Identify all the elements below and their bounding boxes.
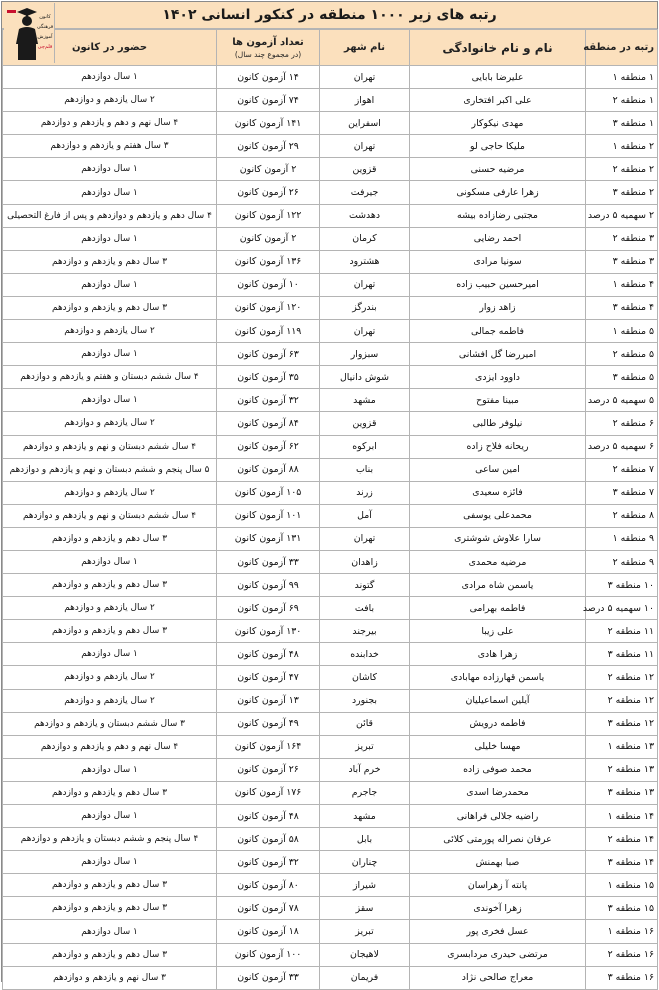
cell-rank: ۱۴ منطقه ۱ — [586, 805, 658, 828]
cell-attendance: ۱ سال دوازدهم — [3, 343, 217, 366]
cell-city: گتوند — [320, 574, 410, 597]
logo-text-2: فرهنگی — [36, 24, 54, 30]
cell-name: مهدی نیکوکار — [410, 112, 586, 135]
cell-name: مجتبی رضازاده بیشه — [410, 204, 586, 227]
cell-name: فائزه سعیدی — [410, 481, 586, 504]
cell-name: مرتضی حیدری مردابسری — [410, 943, 586, 966]
cell-rank: ۱۵ منطقه ۳ — [586, 897, 658, 920]
cell-rank: ۱۱ منطقه ۳ — [586, 643, 658, 666]
cell-city: اهواز — [320, 89, 410, 112]
cell-rank: ۷ منطقه ۳ — [586, 481, 658, 504]
cell-attendance: ۲ سال یازدهم و دوازدهم — [3, 412, 217, 435]
table-row — [3, 897, 658, 920]
cell-attendance: ۱ سال دوازدهم — [3, 851, 217, 874]
cell-city: تبریز — [320, 920, 410, 943]
table-row — [3, 181, 658, 204]
header-exams-sub: (در مجموع چند سال) — [234, 49, 302, 59]
cell-attendance: ۳ سال دهم و یازدهم و دوازدهم — [3, 943, 217, 966]
cell-city: تهران — [320, 135, 410, 158]
cell-city: زاهدان — [320, 550, 410, 573]
table-row — [3, 135, 658, 158]
header-name: نام و نام خانوادگی — [410, 30, 586, 66]
table-row — [3, 412, 658, 435]
cell-attendance: ۴ سال پنجم و ششم دبستان و یازدهم و دوازدهم — [3, 828, 217, 851]
cell-name: ملیکا حاجی لو — [410, 135, 586, 158]
cell-attendance: ۳ سال هفتم و یازدهم و دوازدهم — [3, 135, 217, 158]
results-document — [1, 1, 658, 982]
cell-name: زهرا عارفی مسکونی — [410, 181, 586, 204]
table-row — [3, 874, 658, 897]
cell-city: جاجرم — [320, 781, 410, 804]
cell-name: راضیه جلالی فراهانی — [410, 805, 586, 828]
cell-name: ریحانه فلاح زاده — [410, 435, 586, 458]
cell-exams: ۱۷۶ آزمون کانون — [217, 781, 320, 804]
cell-exams: ۱۴ آزمون کانون — [217, 66, 320, 89]
table-row — [3, 227, 658, 250]
table-row — [3, 943, 658, 966]
cell-attendance: ۱ سال دوازدهم — [3, 181, 217, 204]
cell-city: لاهیجان — [320, 943, 410, 966]
table-row — [3, 689, 658, 712]
cell-name: امین ساعی — [410, 458, 586, 481]
cell-attendance: ۱ سال دوازدهم — [3, 805, 217, 828]
table-row — [3, 435, 658, 458]
cell-city: تهران — [320, 273, 410, 296]
table-body — [3, 66, 658, 990]
cell-attendance: ۲ سال یازدهم و دوازدهم — [3, 481, 217, 504]
table-header-row — [3, 30, 658, 66]
cell-city: سبزوار — [320, 343, 410, 366]
cell-exams: ۸۰ آزمون کانون — [217, 874, 320, 897]
cell-rank: ۶ منطقه ۲ — [586, 412, 658, 435]
cell-exams: ۴۷ آزمون کانون — [217, 666, 320, 689]
table-row — [3, 389, 658, 412]
cell-attendance: ۱ سال دوازدهم — [3, 66, 217, 89]
table-row — [3, 320, 658, 343]
cell-city: زرند — [320, 481, 410, 504]
cell-name: سونیا مرادی — [410, 250, 586, 273]
cell-rank: ۱۲ منطقه ۳ — [586, 712, 658, 735]
cell-name: امیرحسین حبیب زاده — [410, 273, 586, 296]
table-row — [3, 620, 658, 643]
table-row — [3, 366, 658, 389]
table-row — [3, 204, 658, 227]
table-row — [3, 112, 658, 135]
cell-name: صبا بهمنش — [410, 851, 586, 874]
cell-exams: ۱۰۵ آزمون کانون — [217, 481, 320, 504]
table-row — [3, 920, 658, 943]
table-row — [3, 805, 658, 828]
cell-city: خرم آباد — [320, 758, 410, 781]
cell-name: عسل فخری پور — [410, 920, 586, 943]
cell-exams: ۱۳۶ آزمون کانون — [217, 250, 320, 273]
cell-name: آیلین اسماعیلیان — [410, 689, 586, 712]
cell-attendance: ۱ سال دوازدهم — [3, 758, 217, 781]
cell-attendance: ۳ سال دهم و یازدهم و دوازدهم — [3, 527, 217, 550]
cell-city: کاشان — [320, 666, 410, 689]
cell-exams: ۵۸ آزمون کانون — [217, 828, 320, 851]
cell-attendance: ۲ سال یازدهم و دوازدهم — [3, 89, 217, 112]
cell-attendance: ۱ سال دوازدهم — [3, 920, 217, 943]
cell-exams: ۹۹ آزمون کانون — [217, 574, 320, 597]
cell-rank: ۶ سهمیه ۵ درصد — [586, 435, 658, 458]
cell-name: مبینا مفتوح — [410, 389, 586, 412]
table-row — [3, 250, 658, 273]
cell-city: تهران — [320, 66, 410, 89]
cell-rank: ۱۲ منطقه ۲ — [586, 666, 658, 689]
table-row — [3, 735, 658, 758]
cell-attendance: ۴ سال ششم دبستان و نهم و یازدهم و دوازدهم — [3, 435, 217, 458]
cell-name: داوود ایزدی — [410, 366, 586, 389]
cell-attendance: ۱ سال دوازدهم — [3, 227, 217, 250]
cell-attendance: ۳ سال دهم و یازدهم و دوازدهم — [3, 897, 217, 920]
cell-name: علی زیبا — [410, 620, 586, 643]
cell-attendance: ۴ سال ششم دبستان و هفتم و یازدهم و دوازدهم — [3, 366, 217, 389]
cell-rank: ۱۱ منطقه ۲ — [586, 620, 658, 643]
cell-attendance: ۳ سال دهم و یازدهم و دوازدهم — [3, 781, 217, 804]
table-row — [3, 828, 658, 851]
cell-city: جیرفت — [320, 181, 410, 204]
cell-name: سارا علاوش شوشتری — [410, 527, 586, 550]
cell-rank: ۱۳ منطقه ۳ — [586, 781, 658, 804]
cell-exams: ۱۳ آزمون کانون — [217, 689, 320, 712]
cell-rank: ۵ منطقه ۲ — [586, 343, 658, 366]
cell-name: معراج صالحی نژاد — [410, 966, 586, 989]
cell-exams: ۳۲ آزمون کانون — [217, 389, 320, 412]
cell-attendance: ۲ سال یازدهم و دوازدهم — [3, 320, 217, 343]
cell-rank: ۱ منطقه ۳ — [586, 112, 658, 135]
cell-city: بندرگز — [320, 296, 410, 319]
cell-name: پانته آ زهراسان — [410, 874, 586, 897]
cell-rank: ۱۳ منطقه ۱ — [586, 735, 658, 758]
cell-rank: ۱۲ منطقه ۲ — [586, 689, 658, 712]
header-attendance: حضور در کانون — [3, 30, 217, 66]
table-row — [3, 781, 658, 804]
table-row — [3, 89, 658, 112]
cell-attendance: ۱ سال دوازدهم — [3, 389, 217, 412]
cell-exams: ۳۵ آزمون کانون — [217, 366, 320, 389]
cell-name: نیلوفر طالبی — [410, 412, 586, 435]
cell-exams: ۲ آزمون کانون — [217, 227, 320, 250]
cell-exams: ۸۴ آزمون کانون — [217, 412, 320, 435]
table-row — [3, 158, 658, 181]
cell-city: شیراز — [320, 874, 410, 897]
cell-rank: ۴ منطقه ۱ — [586, 273, 658, 296]
cell-exams: ۱۰۱ آزمون کانون — [217, 504, 320, 527]
cell-rank: ۵ منطقه ۱ — [586, 320, 658, 343]
cell-attendance: ۲ سال یازدهم و دوازدهم — [3, 689, 217, 712]
cell-name: مرضیه حسنی — [410, 158, 586, 181]
table-row — [3, 597, 658, 620]
table-row — [3, 666, 658, 689]
cell-exams: ۷۴ آزمون کانون — [217, 89, 320, 112]
results-table — [2, 29, 658, 990]
cell-attendance: ۴ سال ششم دبستان و نهم و یازدهم و دوازدهم — [3, 504, 217, 527]
cell-exams: ۱۲۰ آزمون کانون — [217, 296, 320, 319]
cell-city: قزوین — [320, 412, 410, 435]
cell-rank: ۱۶ منطقه ۱ — [586, 920, 658, 943]
cell-name: محمدرضا اسدی — [410, 781, 586, 804]
cell-exams: ۸۸ آزمون کانون — [217, 458, 320, 481]
cell-city: خدابنده — [320, 643, 410, 666]
cell-name: علی اکبر افتخاری — [410, 89, 586, 112]
cell-exams: ۱۱۹ آزمون کانون — [217, 320, 320, 343]
cell-city: کرمان — [320, 227, 410, 250]
cell-city: قائن — [320, 712, 410, 735]
cell-exams: ۶۲ آزمون کانون — [217, 435, 320, 458]
cell-name: زهرا آخوندی — [410, 897, 586, 920]
cell-rank: ۱۰ منطقه ۳ — [586, 574, 658, 597]
table-row — [3, 527, 658, 550]
cell-attendance: ۴ سال نهم و دهم و یازدهم و دوازدهم — [3, 735, 217, 758]
cell-city: دهدشت — [320, 204, 410, 227]
cell-name: محمد صوفی زاده — [410, 758, 586, 781]
cell-name: یاسمن قهارزاده مهابادی — [410, 666, 586, 689]
cell-attendance: ۳ سال دهم و یازدهم و دوازدهم — [3, 620, 217, 643]
cell-city: مشهد — [320, 805, 410, 828]
cell-city: اسفراین — [320, 112, 410, 135]
cell-name: مرضیه محمدی — [410, 550, 586, 573]
cell-exams: ۱۶۴ آزمون کانون — [217, 735, 320, 758]
cell-rank: ۴ منطقه ۳ — [586, 296, 658, 319]
cell-city: فریمان — [320, 966, 410, 989]
cell-exams: ۴۸ آزمون کانون — [217, 643, 320, 666]
cell-city: تبریز — [320, 735, 410, 758]
table-row — [3, 273, 658, 296]
logo-text-4: قلم‌چی — [37, 44, 53, 50]
cell-exams: ۱۳۱ آزمون کانون — [217, 527, 320, 550]
cell-exams: ۶۹ آزمون کانون — [217, 597, 320, 620]
cell-attendance: ۲ سال یازدهم و دوازدهم — [3, 597, 217, 620]
cell-exams: ۱۳۰ آزمون کانون — [217, 620, 320, 643]
table-row — [3, 643, 658, 666]
table-row — [3, 66, 658, 89]
cell-city: بافت — [320, 597, 410, 620]
cell-exams: ۲۶ آزمون کانون — [217, 758, 320, 781]
cell-name: محمدعلی یوسفی — [410, 504, 586, 527]
cell-exams: ۲۶ آزمون کانون — [217, 181, 320, 204]
cell-exams: ۱۸ آزمون کانون — [217, 920, 320, 943]
cell-city: چناران — [320, 851, 410, 874]
cell-exams: ۱۲۲ آزمون کانون — [217, 204, 320, 227]
cell-name: فاطمه بهرامی — [410, 597, 586, 620]
table-row — [3, 481, 658, 504]
table-row — [3, 458, 658, 481]
cell-rank: ۱۰ سهمیه ۵ درصد — [586, 597, 658, 620]
cell-name: عرفان نصراله پورمتی کلائی — [410, 828, 586, 851]
cell-attendance: ۱ سال دوازدهم — [3, 550, 217, 573]
cell-exams: ۶۳ آزمون کانون — [217, 343, 320, 366]
table-row — [3, 758, 658, 781]
table-row — [3, 966, 658, 989]
cell-rank: ۵ سهمیه ۵ درصد — [586, 389, 658, 412]
cell-name: زاهد زوار — [410, 296, 586, 319]
cell-rank: ۸ منطقه ۲ — [586, 504, 658, 527]
cell-exams: ۳۲ آزمون کانون — [217, 851, 320, 874]
cell-attendance: ۴ سال نهم و دهم و یازدهم و دوازدهم — [3, 112, 217, 135]
cell-rank: ۱۴ منطقه ۲ — [586, 828, 658, 851]
cell-attendance: ۳ سال دهم و یازدهم و دوازدهم — [3, 874, 217, 897]
cell-city: مشهد — [320, 389, 410, 412]
table-row — [3, 296, 658, 319]
cell-rank: ۲ منطقه ۳ — [586, 181, 658, 204]
header-exams-label: تعداد آزمون ها — [232, 36, 304, 48]
cell-name: فاطمه درویش — [410, 712, 586, 735]
cell-exams: ۲۹ آزمون کانون — [217, 135, 320, 158]
cell-rank: ۱ منطقه ۲ — [586, 89, 658, 112]
cell-attendance: ۱ سال دوازدهم — [3, 158, 217, 181]
cell-rank: ۵ منطقه ۳ — [586, 366, 658, 389]
cell-name: یاسمن شاه مرادی — [410, 574, 586, 597]
table-row — [3, 504, 658, 527]
cell-exams: ۱۰ آزمون کانون — [217, 273, 320, 296]
cell-rank: ۱۶ منطقه ۳ — [586, 966, 658, 989]
cell-attendance: ۱ سال دوازدهم — [3, 643, 217, 666]
cell-city: هشترود — [320, 250, 410, 273]
cell-name: احمد رضایی — [410, 227, 586, 250]
cell-name: فاطمه جمالی — [410, 320, 586, 343]
cell-attendance: ۴ سال دهم و یازدهم و دوازدهم و پس از فارغ التحصیلی — [3, 204, 217, 227]
cell-city: آمل — [320, 504, 410, 527]
cell-attendance: ۳ سال نهم و یازدهم و دوازدهم — [3, 966, 217, 989]
cell-rank: ۹ منطقه ۲ — [586, 550, 658, 573]
cell-rank: ۳ منطقه ۳ — [586, 250, 658, 273]
cell-exams: ۳۳ آزمون کانون — [217, 550, 320, 573]
cell-city: ابرکوه — [320, 435, 410, 458]
cell-exams: ۴۸ آزمون کانون — [217, 805, 320, 828]
table-row — [3, 343, 658, 366]
cell-rank: ۱۴ منطقه ۳ — [586, 851, 658, 874]
cell-city: شوش دانیال — [320, 366, 410, 389]
table-row — [3, 574, 658, 597]
cell-name: مهسا خلیلی — [410, 735, 586, 758]
cell-attendance: ۲ سال یازدهم و دوازدهم — [3, 666, 217, 689]
logo-text-3: آموزش — [37, 34, 53, 40]
logo-text-1: کانون — [39, 14, 51, 20]
cell-exams: ۱۴۱ آزمون کانون — [217, 112, 320, 135]
cell-rank: ۲ منطقه ۲ — [586, 158, 658, 181]
cell-city: تهران — [320, 527, 410, 550]
cell-rank: ۱۵ منطقه ۱ — [586, 874, 658, 897]
cell-exams: ۷۸ آزمون کانون — [217, 897, 320, 920]
cell-rank: ۱۳ منطقه ۲ — [586, 758, 658, 781]
cell-exams: ۲ آزمون کانون — [217, 158, 320, 181]
cell-city: بجنورد — [320, 689, 410, 712]
table-row — [3, 851, 658, 874]
cell-city: بیرجند — [320, 620, 410, 643]
header-rank: رتبه در منطقه — [586, 30, 658, 66]
cell-city: تهران — [320, 320, 410, 343]
cell-rank: ۹ منطقه ۱ — [586, 527, 658, 550]
cell-rank: ۳ منطقه ۲ — [586, 227, 658, 250]
cell-name: زهرا هادی — [410, 643, 586, 666]
cell-city: بابل — [320, 828, 410, 851]
cell-name: علیرضا بابایی — [410, 66, 586, 89]
cell-name: امیررضا گل افشانی — [410, 343, 586, 366]
graduate-logo-icon — [5, 4, 53, 62]
cell-exams: ۳۳ آزمون کانون — [217, 966, 320, 989]
header-exams — [217, 30, 320, 66]
table-row — [3, 712, 658, 735]
cell-attendance: ۳ سال ششم دبستان و یازدهم و دوازدهم — [3, 712, 217, 735]
cell-rank: ۷ منطقه ۲ — [586, 458, 658, 481]
cell-attendance: ۳ سال دهم و یازدهم و دوازدهم — [3, 296, 217, 319]
table-row — [3, 550, 658, 573]
cell-city: قزوین — [320, 158, 410, 181]
cell-attendance: ۱ سال دوازدهم — [3, 273, 217, 296]
cell-city: بناب — [320, 458, 410, 481]
page-title: رتبه های زیر ۱۰۰۰ منطقه در کنکور انسانی ۱۴۰۲ — [2, 2, 657, 29]
cell-attendance: ۳ سال دهم و یازدهم و دوازدهم — [3, 574, 217, 597]
header-city: نام شهر — [320, 30, 410, 66]
cell-city: سقز — [320, 897, 410, 920]
cell-attendance: ۳ سال دهم و یازدهم و دوازدهم — [3, 250, 217, 273]
cell-exams: ۴۹ آزمون کانون — [217, 712, 320, 735]
cell-attendance: ۵ سال پنجم و ششم دبستان و نهم و یازدهم و دوازدهم — [3, 458, 217, 481]
kanoon-logo — [4, 3, 55, 63]
cell-rank: ۲ منطقه ۱ — [586, 135, 658, 158]
cell-rank: ۱۶ منطقه ۲ — [586, 943, 658, 966]
cell-exams: ۱۰۰ آزمون کانون — [217, 943, 320, 966]
cell-rank: ۲ سهمیه ۵ درصد — [586, 204, 658, 227]
cell-rank: ۱ منطقه ۱ — [586, 66, 658, 89]
